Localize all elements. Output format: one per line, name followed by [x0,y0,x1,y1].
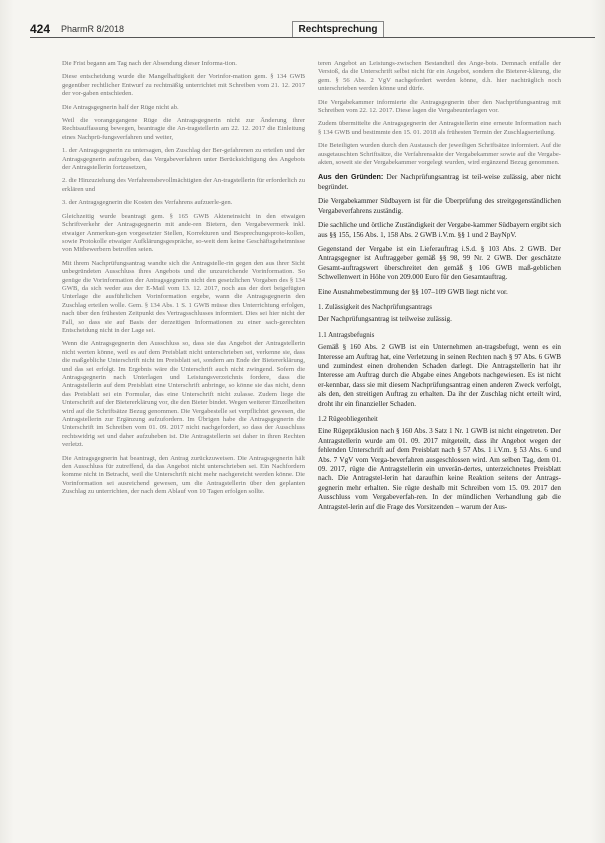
paragraph: Eine Rügepräklusion nach § 160 Abs. 3 Satz 1 Nr. 1 GWB ist nicht eingetreten. Der Antragstellerin wurde am 01. 09. 2017 mitgeteilt, dass ihr Angebot wegen der fehlenden Unterschrift auf dem Preisblatt nach § 57 Abs. 1 i.V.m. § 53 Abs. 6 und Abs. 7 VgV vom Verga-beverfahren ausgeschlossen wird. Am selben Tag, dem 01. 09. 2017, rügte die Antragstellerin ein unverän-dertes, unterzeichnetes Preisblatt nach. Die Antragstel-lerin hat daraufhin keine Reaktion seitens der Antrags-gegnerin mehr erhalten. Sie rügte deshalb mit Schreiben vom 15. 09. 2017 den Ausschluss vom Vergabeverfah-ren. In der mündlichen Verhandlung gab die Antragstel-lerin auf die Frage des Vorsitzenden – warum der Aus- [318,427,561,511]
right-column [318,60,561,517]
paragraph: Zudem übermittelte die Antragsgegnerin der Antragstellerin eine erneute Information nach § 134 GWB und bestimmte den 15. 01. 2018 als frühesten Termin der Zuschlagserteilung. [318,120,561,136]
section-heading: 1.2 Rügeobliegenheit [318,415,378,423]
paragraph: Gegenstand der Vergabe ist ein Lieferauftrag i.S.d. § 103 Abs. 2 GWB. Der Antragsgegner ist Auftraggeber gemäß §§ 98, 99 Nr. 2 GWB. Der geschätzte Gesamt-auftragswert überschreitet den gemäß § 106 GWB maß-geblichen Schwellenwert in Höhe von 209.000 Euro für den Gesamtauftrag. [318,244,561,282]
paragraph: Weil die vorangegangene Rüge die Antragsgegnerin nicht zur Änderung ihrer Rechtsauffassung bewegen, beantragte die An-tragstellerin am 22. 12. 2017 die Einleitung eines Nachprü-fungsverfahren und weiter, [62,117,305,141]
paragraph: Mit ihrem Nachprüfungsantrag wandte sich die Antragstelle-rin gegen den aus ihrer Sicht unbegründeten Ausschluss ihres Angebots und die unzureichende Vorinformation. So genüge die Vorinformation der Antragsgegnerin nicht den gesetzlichen Vorgaben des § 134 GWB, da sich weder aus der E-Mail vom 13. 12. 2017, noch aus der dort beigefügten Unterlage die ausführlichen Vorinformation ergebe, wann die Antragsgegnerin den Zuschlag erteilen wolle. Gem. § 134 Abs. 1 S. 1 GWB müsse dies Unterrichtung erfolgen, nach über den frühesten Zeitpunkt des Vertragsschlusses informiert. Dies sei hier nicht der Fall, so dass sie auf Basis der derzeitigen Informationen zu einer sach-gerechten Entscheidung nicht in der Lage sei. [62,259,305,334]
paragraph: Die Antragsgegnerin hat beantragt, den Antrag zurückzuweisen. Die Antragsgegnerin hält den Ausschluss für zutreffend, da das Angebot nicht unterschrieben sei. Ein Nachfordern komme nicht in Betracht, weil die Unterschrift nicht mehr nachgereicht werden könne. Die Vorinformation sei ausreichend gewesen, um die Antragstellerin über den geplanten Zuschlag zu unterrichten, der nach dem Ablauf von 10 Tagen erfolgen sollte. [62,454,305,496]
paragraph: Eine Ausnahmebestimmung der §§ 107–109 GWB liegt nicht vor. [318,287,508,296]
left-column [62,60,305,502]
section-heading: 1. Zulässigkeit des Nachprüfungsantrags [318,302,432,311]
section-label: Rechtsprechung [292,21,384,38]
paragraph: 3. der Antragsgegnerin die Kosten des Verfahrens aufzuerle-gen. [62,199,233,207]
reasons-intro: Der Nachprüfungsantrag ist teil-weise zulässig, aber nicht begründet. [318,173,561,191]
page-header [30,20,590,40]
paragraph: Die Vergabekammer informierte die Antragsgegnerin über den Nachprüfungsantrag mit Schreiben vom 22. 12. 2017. Diese lagen die Vergabeunterlagen vor. [318,98,561,115]
paragraph: Die Frist begann am Tag nach der Absendung dieser Informa-tion. [62,60,237,67]
paragraph: Der Nachprüfungsantrag ist teilweise zulässig. [318,315,452,324]
header-rule [30,37,595,38]
paragraph: 2. die Hinzuziehung des Verfahrensbevollmächtigten der An-tragstellerin für erforderlich zu erklären und [62,177,305,193]
paragraph: 1. der Antragsgegnerin zu untersagen, den Zuschlag der Ber-gefahrenen zu erteilen und der Antragsgegnerin aufzugeben, das Vergabeverfahren unter Berücksichtigung des Angebots der Antragstellerin fortzusetzen, [62,147,305,172]
paragraph: Die Antragsgegnerin half der Rüge nicht ab. [62,103,179,111]
paragraph: Gemäß § 160 Abs. 2 GWB ist ein Unternehmen an-tragsbefugt, wenn es ein Interesse am Auftrag hat, eine Verletzung in seinen Rechten nach § 97 Abs. 6 GWB und zumindest einen drohenden Schaden darlegt. Die Antragstellerin hat ihr Interesse am Auftrag durch die Abgabe eines Angebots nachgewiesen. Es ist nicht er-kennbar, dass sie mit diesem Nachprüfungsantrag einen anderen Zweck verfolgt, als den, den streitigen Auftrag zu erhalten. Da ihr der Zuschlag nicht erteilt wird, droht ihr ein finanzieller Schaden. [318,343,561,408]
paragraph: teren Angebot an Leistungs-zwischen Bestandteil des Ange-bots. Demnach entfalle der Verstoß, da die Unterschrift selbst nicht für ein Angebot, sondern die Bieterer-klärung, die gem. § 56 Abs. 2 VgV nachgefordert werden könne, d.h. hier nachträglich noch unterschrieben werden könne und dürfe. [318,60,561,93]
page-number: 424 [30,22,51,36]
paragraph: Gleichzeitig wurde beantragt gem. § 165 GWB Akteneinsicht in den etwaigen Schriftverkehr der Antragsgegnerin mit ande-ren Bietern, den Vergabevermerk inkl. etwaiger Anmerkun-gen vorgesetzter Stellen, Korrekturen und Besprechungsproto-kollen, sowie Protokolle etwaiger Aufklärungsgespräche, so-weit dem keine Geschäftsgeheimnisse von Mitbewerbern betroffen seien. [62,212,305,254]
paragraph: Diese entscheidung wurde die Mangelhaftigkeit der Vorinfor-mation gem. § 134 GWB gegenüber rechtlicher Entwurf zu rechtmäßig unterrichtet mit Schreiben vom 21. 12. 2017 der vor-gaben entschieden. [62,73,305,98]
reasons-heading: Aus den Gründen: [318,172,384,182]
reasons-paragraph [318,172,561,192]
section-heading: 1.1 Antragsbefugnis [318,330,375,339]
journal-name: PharmR 8/2018 [61,24,125,34]
paragraph: Wenn die Antragsgegnerin den Ausschluss so, dass sie das Angebot der Antragstellerin nicht werten könne, weil es auf dem Preisblatt nicht unterschrieben sei, verkenne sie, dass die maßgebliche Unterschrift nicht im Preisblatt sei, sondern am Ende der Bietererklärung, und das sei erfolgt. Im Ergebnis wäre die Unterschrift auch nicht zwingend. Sofern die Antragsgegnerin nach Unterlagen und Leistungsverzeichnis fordere, dass die Antragstellerin auf dem Preisblatt eine Unterschrift anbringe, so könne sie das nicht, denn das Preisblatt sei ein Formular, das eine Unterschrift nicht zulasse. Zudem liege die Unterschrift auf der Bietererklärung vor, die den Bieter bindet. Wegen weiterer Einzelheiten wird auf die Schriftsätze Bezug genommen. Die Vergabestelle sei verpflichtet gewesen, die Antragstellerin zur Ergänzung aufzufordern. Im Übrigen habe die Antragsgegnerin die Unterschrift im Schreiben vom 01. 09. 2017 nicht nachgefordert, so dass der Ausschluss rechtswidrig sei und daher aufzuheben ist. Die Antragstellerin sei daher in ihren Rechten verletzt. [62,340,305,449]
paragraph: Die Beteiligten wurden durch den Austausch der jeweiligen Schriftsätze informiert. Auf die ausgetauschten Schriftsätze, die Verfahrensakte der Vergabekammer sowie auf die Vergabe-akten, soweit sie der Vergabekammer vorgelegt wurden, wird ergänzend Bezug genommen. [318,142,561,167]
paragraph: Die sachliche und örtliche Zuständigkeit der Vergabe-kammer Südbayern ergibt sich aus §§ 155, 156 Abs. 1, 158 Abs. 2 GWB i.V.m. §§ 1 und 2 BayNpV. [318,221,561,239]
paragraph: Die Vergabekammer Südbayern ist für die Überprüfung des streitgegenständlichen Vergabeverfahrens zuständig. [318,197,561,215]
